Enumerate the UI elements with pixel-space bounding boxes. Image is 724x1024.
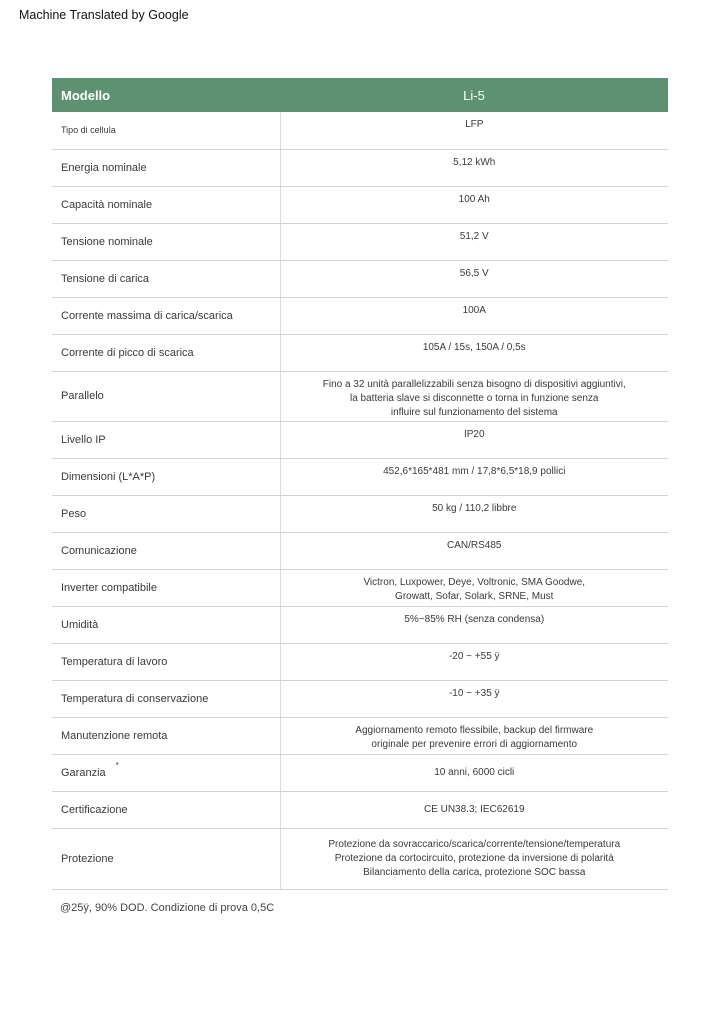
- table-row: [52, 754, 668, 791]
- row-value-line: Aggiornamento remoto flessibile, backup del firmware: [355, 724, 594, 736]
- row-value-line: originale per prevenire errori di aggiornamento: [371, 738, 578, 750]
- row-label-text: Dimensioni (L*A*P): [61, 470, 156, 483]
- table-header-row: [52, 78, 668, 112]
- row-label-text: Temperatura di lavoro: [61, 655, 168, 668]
- row-value: [280, 606, 668, 643]
- row-label: [52, 112, 280, 149]
- row-label: [52, 754, 280, 791]
- row-label-text: Corrente massima di carica/scarica: [61, 309, 233, 322]
- row-value-line: Bilanciamento della carica, protezione SOC bassa: [363, 866, 586, 878]
- row-label-text: Inverter compatibile: [61, 581, 157, 594]
- row-value-line: 100 Ah: [458, 193, 490, 205]
- row-label: [52, 149, 280, 186]
- row-label: [52, 334, 280, 371]
- table-row: [52, 717, 668, 754]
- row-label: [52, 717, 280, 754]
- row-value: [280, 495, 668, 532]
- row-label: [52, 532, 280, 569]
- row-value-line: 56,5 V: [459, 267, 489, 279]
- table-row: [52, 791, 668, 828]
- row-value: [280, 680, 668, 717]
- header-label: Modello: [52, 78, 280, 112]
- table-row: [52, 297, 668, 334]
- row-label-text: Corrente di picco di scarica: [61, 346, 194, 359]
- table-row: [52, 643, 668, 680]
- row-label-text: Comunicazione: [61, 544, 137, 557]
- table-row: [52, 606, 668, 643]
- row-value: [280, 371, 668, 421]
- row-value-line: 5,12 kWh: [453, 156, 496, 168]
- row-label: [52, 223, 280, 260]
- row-value-line: LFP: [465, 119, 484, 130]
- row-value: [280, 754, 668, 791]
- table-row: [52, 112, 668, 149]
- row-label-text: Energia nominale: [61, 161, 147, 174]
- row-label-text: Tensione di carica: [61, 272, 150, 285]
- row-value: [280, 569, 668, 606]
- row-label: [52, 569, 280, 606]
- table-row: [52, 532, 668, 569]
- row-value-line: Fino a 32 unità parallelizzabili senza bisogno di dispositivi aggiuntivi,: [322, 378, 626, 390]
- row-value: [280, 643, 668, 680]
- row-label-text: Garanzia: [61, 766, 106, 779]
- table-row: [52, 495, 668, 532]
- row-label: [52, 680, 280, 717]
- row-label-text: Capacità nominale: [61, 198, 153, 211]
- header-value: Li-5: [280, 78, 668, 112]
- row-label: [52, 458, 280, 495]
- row-value: [280, 458, 668, 495]
- row-value-line: 50 kg / 110,2 libbre: [432, 502, 517, 514]
- row-label: [52, 186, 280, 223]
- row-value: [280, 828, 668, 889]
- row-value: [280, 717, 668, 754]
- row-value-line: -20 ~ +55 ÿ: [448, 650, 500, 662]
- row-label: [52, 495, 280, 532]
- row-value: [280, 334, 668, 371]
- row-value: [280, 532, 668, 569]
- footnote: @25ÿ, 90% DOD. Condizione di prova 0,5C: [60, 902, 275, 914]
- row-label-text: Tipo di cellula: [61, 125, 116, 136]
- row-value: [280, 297, 668, 334]
- table-row: [52, 421, 668, 458]
- row-value-line: Growatt, Sofar, Solark, SRNE, Must: [395, 590, 554, 602]
- table-row: [52, 458, 668, 495]
- row-value-line: -10 ~ +35 ÿ: [448, 687, 500, 699]
- table-row: [52, 680, 668, 717]
- row-label: [52, 421, 280, 458]
- row-value-line: 51,2 V: [459, 230, 489, 242]
- spec-table-body: [52, 112, 668, 889]
- row-value: [280, 186, 668, 223]
- row-label: [52, 297, 280, 334]
- row-value-line: influire sul funzionamento del sistema: [390, 406, 558, 418]
- row-value-line: CE UN38.3; IEC62619: [423, 803, 525, 815]
- row-value: [280, 791, 668, 828]
- row-value-line: Protezione da cortocircuito, protezione da inversione di polarità: [334, 852, 614, 864]
- row-label-text: Peso: [61, 507, 87, 520]
- row-label-text: Livello IP: [61, 433, 106, 446]
- spec-table: [52, 78, 668, 890]
- table-row: [52, 334, 668, 371]
- table-row: [52, 223, 668, 260]
- row-label: [52, 643, 280, 680]
- row-label: [52, 791, 280, 828]
- row-value-line: 452,6*165*481 mm / 17,8*6,5*18,9 pollici: [383, 465, 566, 477]
- table-row: [52, 569, 668, 606]
- machine-translation-banner: Machine Translated by Google: [19, 8, 189, 22]
- row-label-text: Parallelo: [61, 390, 104, 402]
- row-value-line: la batteria slave si disconnette o torna in funzione senza: [350, 392, 599, 404]
- table-row: [52, 371, 668, 421]
- row-label-text: Protezione: [61, 852, 114, 865]
- row-value-line: 10 anni, 6000 cicli: [434, 766, 515, 778]
- row-value-line: 100A: [462, 304, 486, 316]
- table-row: [52, 260, 668, 297]
- row-value: [280, 112, 668, 149]
- table-row: [52, 149, 668, 186]
- row-label: [52, 371, 280, 421]
- row-label: [52, 828, 280, 889]
- row-value-line: IP20: [463, 428, 485, 440]
- footnote-marker: *: [115, 760, 119, 770]
- row-value-line: CAN/RS485: [447, 539, 502, 551]
- row-value-line: 5%~85% RH (senza condensa): [404, 613, 545, 625]
- row-value: [280, 149, 668, 186]
- row-value: [280, 421, 668, 458]
- row-value: [280, 260, 668, 297]
- row-label-text: Certificazione: [61, 803, 128, 816]
- row-label-text: Tensione nominale: [61, 235, 153, 248]
- row-value-line: 105A / 15s, 150A / 0,5s: [422, 341, 526, 353]
- row-label-text: Umidità: [61, 618, 99, 631]
- row-value-line: Victron, Luxpower, Deye, Voltronic, SMA Goodwe,: [363, 576, 586, 588]
- table-row: [52, 828, 668, 889]
- row-label-text: Temperatura di conservazione: [61, 692, 209, 705]
- row-value: [280, 223, 668, 260]
- row-label-text: Manutenzione remota: [61, 729, 168, 742]
- table-row: [52, 186, 668, 223]
- row-label: [52, 260, 280, 297]
- row-value-line: Protezione da sovraccarico/scarica/corrente/tensione/temperatura: [328, 838, 621, 850]
- row-label: [52, 606, 280, 643]
